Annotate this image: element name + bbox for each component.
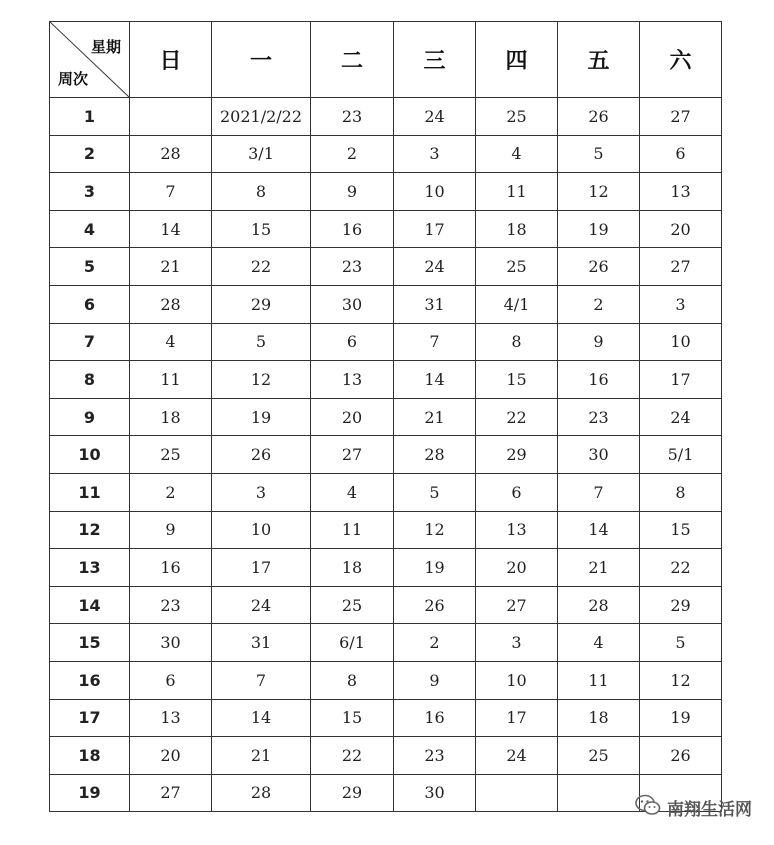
week-number-cell: 9: [50, 398, 130, 436]
date-cell: 3: [476, 624, 558, 662]
date-cell: 31: [394, 285, 476, 323]
date-cell: 23: [311, 248, 394, 286]
date-cell: 9: [394, 661, 476, 699]
header-saturday: 六: [640, 22, 722, 98]
week-number-cell: 16: [50, 661, 130, 699]
date-cell: 15: [476, 361, 558, 399]
date-cell: 15: [311, 699, 394, 737]
date-cell: 27: [640, 248, 722, 286]
week-number-cell: 14: [50, 586, 130, 624]
date-cell: 24: [212, 586, 311, 624]
table-row: [50, 699, 722, 737]
header-row: [50, 22, 722, 98]
date-cell: 24: [394, 98, 476, 136]
date-cell: 25: [558, 737, 640, 775]
date-cell: 28: [394, 436, 476, 474]
date-cell: 16: [311, 210, 394, 248]
date-cell: 21: [212, 737, 311, 775]
date-cell: 25: [476, 248, 558, 286]
date-cell: 2: [130, 473, 212, 511]
date-cell: 7: [394, 323, 476, 361]
date-cell: 17: [476, 699, 558, 737]
header-wednesday: 三: [394, 22, 476, 98]
date-cell: 29: [476, 436, 558, 474]
date-cell: 4/1: [476, 285, 558, 323]
date-cell: 7: [558, 473, 640, 511]
week-number-cell: 1: [50, 98, 130, 136]
date-cell: 18: [476, 210, 558, 248]
date-cell: 4: [476, 135, 558, 173]
date-cell: [476, 774, 558, 812]
date-cell: 24: [640, 398, 722, 436]
date-cell: 7: [130, 173, 212, 211]
date-cell: 20: [311, 398, 394, 436]
table-row: [50, 285, 722, 323]
date-cell: 23: [130, 586, 212, 624]
date-cell: 28: [558, 586, 640, 624]
date-cell: 9: [558, 323, 640, 361]
date-cell: 14: [394, 361, 476, 399]
week-number-cell: 7: [50, 323, 130, 361]
table-row: [50, 323, 722, 361]
date-cell: 8: [311, 661, 394, 699]
table-row: [50, 661, 722, 699]
date-cell: 2021/2/22: [212, 98, 311, 136]
date-cell: 24: [476, 737, 558, 775]
date-cell: 26: [558, 98, 640, 136]
table-row: [50, 511, 722, 549]
date-cell: 14: [130, 210, 212, 248]
date-cell: [130, 98, 212, 136]
date-cell: 19: [640, 699, 722, 737]
date-cell: 12: [394, 511, 476, 549]
table-row: [50, 210, 722, 248]
date-cell: 26: [394, 586, 476, 624]
table-row: [50, 98, 722, 136]
date-cell: 10: [212, 511, 311, 549]
date-cell: 13: [130, 699, 212, 737]
watermark-text: 南翔生活网: [667, 800, 752, 820]
week-number-cell: 5: [50, 248, 130, 286]
date-cell: 30: [394, 774, 476, 812]
week-number-cell: 10: [50, 436, 130, 474]
date-cell: 18: [311, 549, 394, 587]
wechat-icon: [635, 794, 661, 821]
week-number-cell: 17: [50, 699, 130, 737]
date-cell: 16: [394, 699, 476, 737]
week-number-cell: 19: [50, 774, 130, 812]
date-cell: 18: [558, 699, 640, 737]
date-cell: 31: [212, 624, 311, 662]
table-row: [50, 173, 722, 211]
date-cell: 23: [311, 98, 394, 136]
table-body: [50, 22, 722, 812]
date-cell: 13: [311, 361, 394, 399]
week-number-cell: 3: [50, 173, 130, 211]
date-cell: 5: [558, 135, 640, 173]
date-cell: 11: [311, 511, 394, 549]
date-cell: 27: [476, 586, 558, 624]
date-cell: 19: [394, 549, 476, 587]
date-cell: 3: [640, 285, 722, 323]
date-cell: 25: [476, 98, 558, 136]
week-number-cell: 15: [50, 624, 130, 662]
table-row: [50, 436, 722, 474]
header-sunday: 日: [130, 22, 212, 98]
date-cell: 11: [476, 173, 558, 211]
date-cell: 6/1: [311, 624, 394, 662]
date-cell: 27: [130, 774, 212, 812]
date-cell: 8: [640, 473, 722, 511]
date-cell: [558, 774, 640, 812]
date-cell: 15: [640, 511, 722, 549]
date-cell: 5/1: [640, 436, 722, 474]
date-cell: 29: [640, 586, 722, 624]
date-cell: 5: [212, 323, 311, 361]
date-cell: 17: [212, 549, 311, 587]
week-number-cell: 8: [50, 361, 130, 399]
date-cell: 16: [558, 361, 640, 399]
date-cell: 2: [311, 135, 394, 173]
date-cell: 13: [640, 173, 722, 211]
date-cell: 27: [640, 98, 722, 136]
table-row: [50, 473, 722, 511]
date-cell: 6: [311, 323, 394, 361]
header-thursday: 四: [476, 22, 558, 98]
date-cell: 5: [394, 473, 476, 511]
date-cell: 20: [130, 737, 212, 775]
date-cell: 17: [394, 210, 476, 248]
date-cell: 26: [640, 737, 722, 775]
date-cell: 23: [558, 398, 640, 436]
table-row: [50, 135, 722, 173]
table-row: [50, 361, 722, 399]
week-number-cell: 4: [50, 210, 130, 248]
date-cell: 2: [558, 285, 640, 323]
date-cell: 26: [212, 436, 311, 474]
date-cell: 16: [130, 549, 212, 587]
date-cell: 29: [311, 774, 394, 812]
date-cell: 11: [130, 361, 212, 399]
date-cell: 6: [130, 661, 212, 699]
table-row: [50, 624, 722, 662]
week-calendar-table: [49, 21, 722, 812]
date-cell: 22: [476, 398, 558, 436]
date-cell: 28: [130, 135, 212, 173]
date-cell: 26: [558, 248, 640, 286]
table-row: [50, 248, 722, 286]
date-cell: 4: [130, 323, 212, 361]
date-cell: 19: [212, 398, 311, 436]
date-cell: 6: [476, 473, 558, 511]
date-cell: 5: [640, 624, 722, 662]
date-cell: 27: [311, 436, 394, 474]
date-cell: 2: [394, 624, 476, 662]
date-cell: 14: [212, 699, 311, 737]
date-cell: 4: [558, 624, 640, 662]
header-monday: 一: [212, 22, 311, 98]
date-cell: 22: [212, 248, 311, 286]
corner-label-weekday: 星期: [90, 38, 121, 56]
date-cell: 3/1: [212, 135, 311, 173]
date-cell: 11: [558, 661, 640, 699]
table-row: [50, 586, 722, 624]
watermark: [635, 794, 752, 821]
date-cell: 12: [640, 661, 722, 699]
date-cell: 7: [212, 661, 311, 699]
date-cell: 8: [212, 173, 311, 211]
date-cell: 8: [476, 323, 558, 361]
header-friday: 五: [558, 22, 640, 98]
date-cell: 10: [394, 173, 476, 211]
date-cell: 12: [212, 361, 311, 399]
date-cell: 3: [212, 473, 311, 511]
date-cell: 21: [394, 398, 476, 436]
date-cell: 9: [130, 511, 212, 549]
date-cell: 14: [558, 511, 640, 549]
date-cell: 9: [311, 173, 394, 211]
date-cell: 13: [476, 511, 558, 549]
date-cell: 18: [130, 398, 212, 436]
date-cell: 22: [311, 737, 394, 775]
date-cell: 28: [212, 774, 311, 812]
header-tuesday: 二: [311, 22, 394, 98]
date-cell: 20: [640, 210, 722, 248]
date-cell: 22: [640, 549, 722, 587]
date-cell: 17: [640, 361, 722, 399]
date-cell: 4: [311, 473, 394, 511]
date-cell: 6: [640, 135, 722, 173]
table-row: [50, 398, 722, 436]
week-number-cell: 11: [50, 473, 130, 511]
table-row: [50, 549, 722, 587]
date-cell: 30: [130, 624, 212, 662]
date-cell: 21: [130, 248, 212, 286]
date-cell: 23: [394, 737, 476, 775]
date-cell: 12: [558, 173, 640, 211]
table-row: [50, 737, 722, 775]
date-cell: 25: [130, 436, 212, 474]
date-cell: 3: [394, 135, 476, 173]
date-cell: 21: [558, 549, 640, 587]
corner-header-cell: [50, 22, 130, 98]
date-cell: 10: [476, 661, 558, 699]
date-cell: 10: [640, 323, 722, 361]
date-cell: 24: [394, 248, 476, 286]
week-number-cell: 6: [50, 285, 130, 323]
corner-label-week-number: 周次: [58, 70, 89, 88]
week-number-cell: 2: [50, 135, 130, 173]
table-row: [50, 774, 722, 812]
date-cell: 20: [476, 549, 558, 587]
date-cell: 19: [558, 210, 640, 248]
date-cell: 15: [212, 210, 311, 248]
date-cell: 29: [212, 285, 311, 323]
date-cell: 28: [130, 285, 212, 323]
date-cell: 25: [311, 586, 394, 624]
date-cell: 30: [311, 285, 394, 323]
week-number-cell: 18: [50, 737, 130, 775]
week-number-cell: 13: [50, 549, 130, 587]
week-number-cell: 12: [50, 511, 130, 549]
date-cell: 30: [558, 436, 640, 474]
